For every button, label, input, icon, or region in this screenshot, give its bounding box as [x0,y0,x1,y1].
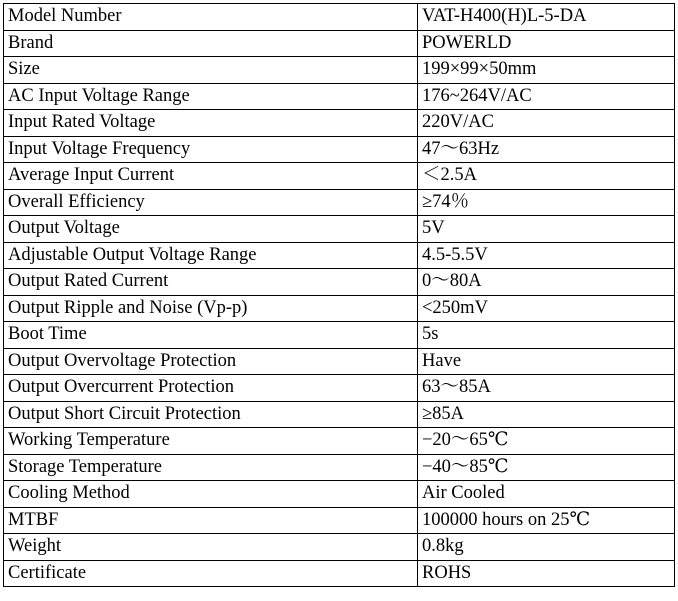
spec-value: 47～63Hz [418,136,675,163]
spec-row [4,4,675,31]
spec-row [4,136,675,163]
spec-label: MTBF [4,507,418,534]
spec-label: Overall Efficiency [4,189,418,216]
spec-label: Adjustable Output Voltage Range [4,242,418,269]
spec-row [4,269,675,296]
spec-label: Boot Time [4,322,418,349]
spec-value: 220V/AC [418,110,675,137]
spec-label: Weight [4,534,418,561]
spec-value: VAT-H400(H)L-5-DA [418,4,675,31]
spec-row [4,163,675,190]
spec-label: Output Rated Current [4,269,418,296]
spec-label: AC Input Voltage Range [4,83,418,110]
spec-row [4,428,675,455]
spec-value: 199×99×50mm [418,57,675,84]
spec-label: Storage Temperature [4,454,418,481]
spec-row [4,375,675,402]
spec-value: ROHS [418,560,675,587]
spec-label: Average Input Current [4,163,418,190]
spec-value: POWERLD [418,30,675,57]
spec-row [4,560,675,587]
spec-label: Output Voltage [4,216,418,243]
spec-value: −20～65℃ [418,428,675,455]
spec-label: Certificate [4,560,418,587]
spec-label: Size [4,57,418,84]
spec-label: Input Voltage Frequency [4,136,418,163]
spec-row [4,481,675,508]
spec-label: Output Short Circuit Protection [4,401,418,428]
spec-label: Cooling Method [4,481,418,508]
spec-value: 0.8kg [418,534,675,561]
spec-label: Brand [4,30,418,57]
spec-label: Output Ripple and Noise (Vp-p) [4,295,418,322]
spec-label: Output Overcurrent Protection [4,375,418,402]
spec-label: Output Overvoltage Protection [4,348,418,375]
spec-value: ≥74％ [418,189,675,216]
spec-value: −40～85℃ [418,454,675,481]
spec-table [3,3,675,587]
spec-row [4,454,675,481]
spec-value: Air Cooled [418,481,675,508]
spec-row [4,401,675,428]
spec-value: ≥85A [418,401,675,428]
spec-row [4,242,675,269]
spec-value: 0～80A [418,269,675,296]
spec-row [4,507,675,534]
spec-label: Working Temperature [4,428,418,455]
spec-value: Have [418,348,675,375]
spec-row [4,295,675,322]
spec-row [4,348,675,375]
spec-row [4,57,675,84]
spec-value: 5V [418,216,675,243]
spec-value: 100000 hours on 25℃ [418,507,675,534]
spec-label: Model Number [4,4,418,31]
spec-value: ＜2.5A [418,163,675,190]
spec-row [4,30,675,57]
spec-row [4,534,675,561]
spec-row [4,110,675,137]
spec-row [4,322,675,349]
spec-value: 4.5-5.5V [418,242,675,269]
spec-value: 176~264V/AC [418,83,675,110]
spec-value: <250mV [418,295,675,322]
spec-table-body [4,4,675,587]
spec-label: Input Rated Voltage [4,110,418,137]
spec-row [4,216,675,243]
spec-value: 63～85A [418,375,675,402]
spec-value: 5s [418,322,675,349]
spec-row [4,189,675,216]
spec-row [4,83,675,110]
